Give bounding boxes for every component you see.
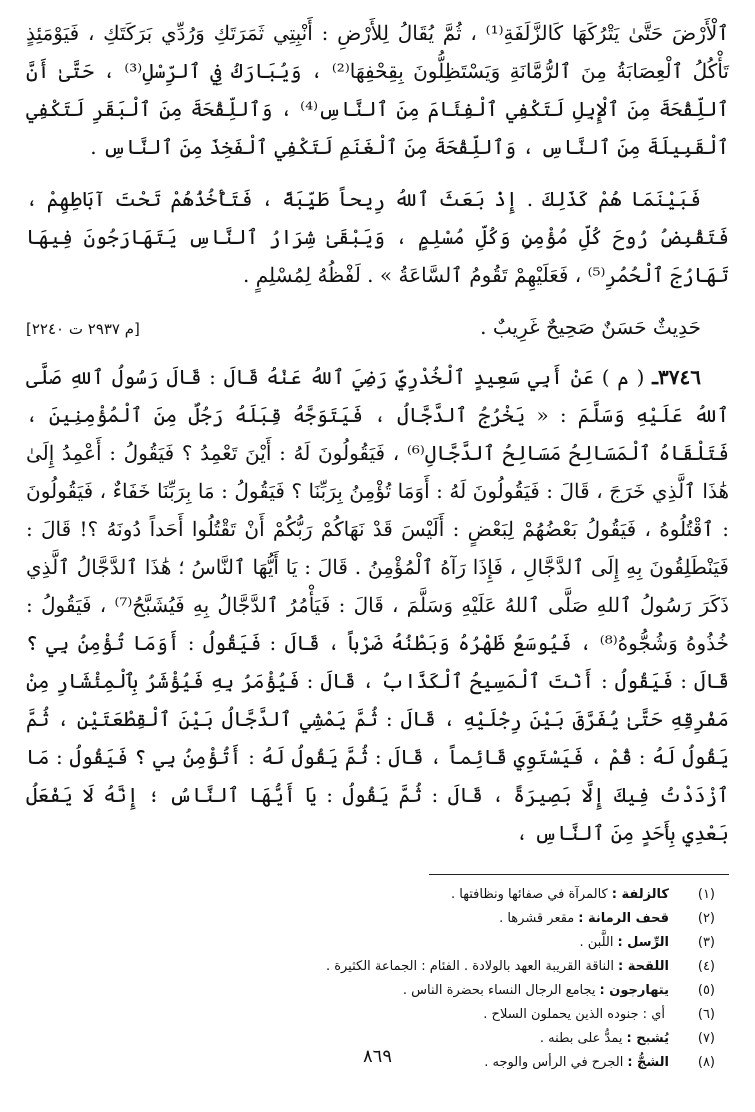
footnote-number: (٢) xyxy=(697,911,715,926)
hadith-number: ٣٧٤٦ـ xyxy=(652,365,701,389)
footnote-term: الرِّسل : xyxy=(617,935,669,950)
footnote-text: مقعر قشرها . xyxy=(499,911,575,926)
footnote-number: (١) xyxy=(697,887,715,902)
footnote-number: (٤) xyxy=(697,959,715,974)
source-reference: [م ٢٩٣٧ ت ٢٢٤٠] xyxy=(26,320,140,338)
hadith-text: ( م ) عَنْ أَبِي سَعِيدٍ ٱلْخُدْرِيِّ رَضِيَ ٱللهُ عَنْهُ قَالَ : قَالَ رَسُولُ ٱللهِ صَلَّى ٱللهُ عَلَيْهِ وَسَلَّمَ : « يَخْرُجُ ٱلدَّجَّالُ ، فَيَتَوَجَّهُ قِبَلَهُ رَجُلٌ مِنَ ٱلْمُؤْمِنِينَ ، فَتَلْقَاهُ ٱلْمَسَالِحُ مَسَالِحُ ٱلدَّجَّالِ⁽⁶⁾ ، فَيَقُولُونَ لَهُ : أَيْنَ تَعْمِدُ ؟ فَيَقُولُ : أَعْمِدُ إِلَىٰ هَٰذَا ٱلَّذِي خَرَجَ ، قَالَ : فَيَقُولُونَ لَهُ : أَوَمَا تُؤْمِنُ بِرَبِّنَا ؟ فَيَقُولُ : مَا بِرَبِّنَا خَفَاءٌ ، فَيَقُولُونَ : ٱقْتُلُوهُ ، فَيَقُولُ بَعْضُهُمْ لِبَعْضٍ : أَلَيْسَ قَدْ نَهَاكُمْ رَبُّكُمْ أَنْ تَقْتُلُوا أَحَداً دُونَهُ ؟! قَالَ : فَيَنْطَلِقُونَ بِهِ إِلَى ٱلدَّجَّالِ ، فَإِذَا رَآهُ ٱلْمُؤْمِنُ . قَالَ : يَا أَيُّهَا ٱلنَّاسُ ؛ هَٰذَا ٱلدَّجَّالُ ٱلَّذِي ذَكَرَ رَسُولُ ٱللهِ صَلَّى ٱللهُ عَلَيْهِ وَسَلَّمَ ، قَالَ : فَيَأْمُرُ ٱلدَّجَّالُ بِهِ فَيُشَبَّحُ⁽⁷⁾ ، فَيَقُولُ : خُذُوهُ وَشُجُّوهُ⁽⁸⁾ ، فَيُوسَعُ ظَهْرُهُ وَبَطْنُهُ ضَرْباً ، قَالَ : فَيَقُولُ : أَوَمَا تُؤْمِنُ بِي ؟ قَالَ : فَيَقُولُ : أَنْتَ ٱلْمَسِيحُ ٱلْكَذَّابُ ، قَالَ : فَيُؤْمَرُ بِهِ فَيُؤْشَرُ بِٱلْمِئْشَارِ مِنْ مَفْرِقِهِ حَتَّىٰ يُفَرَّقَ بَيْنَ رِجْلَيْهِ ، قَالَ : ثُمَّ يَمْشِي ٱلدَّجَّالُ بَيْنَ ٱلْقِطْعَتَيْنِ ، ثُمَّ يَقُولُ لَهُ : قُمْ ، فَيَسْتَوِي قَائِماً ، قَالَ : ثُمَّ يَقُولُ لَهُ : أَتُؤْمِنُ بِي ؟ فَيَقُولُ : مَا ٱزْدَدْتُ فِيكَ إِلَّا بَصِيرَةً ، قَالَ : ثُمَّ يَقُولُ : يَا أَيُّهَا ٱلنَّاسُ ؛ إِنَّهُ لَا يَفْعَلُ بَعْدِي بِأَحَدٍ مِنَ ٱلنَّاسِ ، xyxy=(26,365,729,845)
hadith-grade: حَدِيثٌ حَسَنٌ صَحِيحٌ غَرِيبٌ . xyxy=(480,315,701,339)
footnote-text: الجرح في الرأس والوجه . xyxy=(484,1055,624,1070)
footnote-number: (٥) xyxy=(697,983,715,998)
footnote-text: اللَّبن . xyxy=(579,935,614,950)
footnote-term: قحف الرمانة : xyxy=(578,911,669,926)
footnote-text: يمدُّ على بطنه . xyxy=(539,1031,623,1046)
footnote-number: (٦) xyxy=(697,1007,715,1022)
footnote-text: الناقة القريبة العهد بالولادة . الفئام : الجماعة الكثيرة . xyxy=(325,959,615,974)
footnote xyxy=(26,959,729,983)
second-paragraph: فَبَيْنَمَا هُمْ كَذَلِكَ . إِذْ بَعَثَ ٱللهُ رِيحاً طَيِّبَةً ، فَتَأْخُذُهُمْ تَحْتَ آبَاطِهِمْ ، فَتَقْبِضُ رُوحَ كُلِّ مُؤْمِنٍ وَكُلِّ مُسْلِمٍ ، وَيَبْقَىٰ شِرَارُ ٱلنَّاسِ يَتَهَارَجُونَ فِيهَا تَهَارُجَ ٱلْحُمُرِ⁽⁵⁾ ، فَعَلَيْهِمْ تَقُومُ ٱلسَّاعَةُ » . لَفْظُهُ لِمُسْلِمٍ . xyxy=(26,187,729,287)
footnote-separator xyxy=(429,874,729,875)
main-text xyxy=(26,14,729,294)
footnote-term: يتهارجون : xyxy=(599,983,669,998)
page-number: ٨٦٩ xyxy=(362,1046,392,1067)
footnote-number: (٣) xyxy=(697,935,715,950)
footnote xyxy=(26,1007,729,1031)
continuation-paragraph: ٱلْأَرْضَ حَتَّىٰ يَتْرُكَهَا كَالزَّلَفَةِ⁽¹⁾ ، ثُمَّ يُقَالُ لِلأَرْضِ : أَنْبِتِي ثَمَرَتَكِ وَرُدِّي بَرَكَتَكِ ، فَيَوْمَئِذٍ تَأْكُلُ ٱلْعِصَابَةُ مِنَ ٱلرُّمَّانَةِ وَيَسْتَظِلُّونَ بِقِحْفِهَا⁽²⁾ ، وَيُبَارَكُ فِي ٱلرِّسْلِ⁽³⁾ ، حَتَّىٰ أَنَّ ٱللِّقْحَةَ مِنَ ٱلْإِبِلِ لَتَكْفِي ٱلْفِئَامَ مِنَ ٱلنَّاسِ⁽⁴⁾ ، وَٱللِّقْحَةَ مِنَ ٱلْبَقَرِ لَتَكْفِي ٱلْقَبِيلَةَ مِنَ ٱلنَّاسِ ، وَٱللِّقْحَةَ مِنَ ٱلْغَنَمِ لَتَكْفِي ٱلْفَخِذَ مِنَ ٱلنَّاسِ . xyxy=(26,21,730,159)
footnote-number: (٧) xyxy=(697,1031,715,1046)
footnote-term: يُشبح : xyxy=(626,1031,669,1046)
footnote xyxy=(26,983,729,1007)
hadith-paragraph xyxy=(26,358,729,852)
footnote xyxy=(26,887,729,911)
footnote-number: (٨) xyxy=(697,1055,715,1070)
footnote-term: اللقحة : xyxy=(618,959,669,974)
footnote xyxy=(26,935,729,959)
footnote-term: الشجُّ : xyxy=(627,1055,669,1070)
footnote-term: كالزلفة : xyxy=(611,887,669,902)
footnote-text: أي : جنوده الذين يحملون السلاح . xyxy=(483,1007,665,1022)
hadith-grade-row xyxy=(26,308,729,348)
footnote-text: يجامع الرجال النساء بحضرة الناس . xyxy=(402,983,596,998)
footnote xyxy=(26,911,729,935)
footnote-text: كالمرآة في صفائها ونظافتها . xyxy=(451,887,608,902)
